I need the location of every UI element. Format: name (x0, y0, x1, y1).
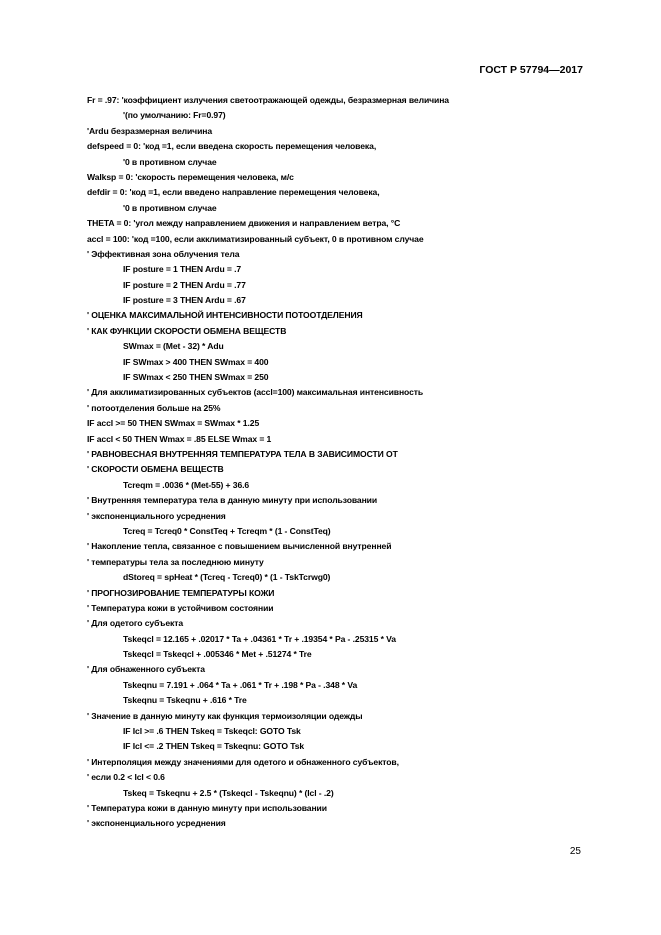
code-line: ' РАВНОВЕСНАЯ ВНУТРЕННЯЯ ТЕМПЕРАТУРА ТЕЛА В ЗАВИСИМОСТИ ОТ (87, 448, 398, 459)
code-line: ' температуры тела за последнюю минуту (87, 556, 264, 567)
code-line: 'Ardu безразмерная величина (87, 125, 213, 136)
code-line: SWmax = (Met - 32) * Adu (123, 341, 224, 352)
code-line: IF posture = 3 THEN Ardu = .67 (123, 295, 246, 306)
code-listing (87, 93, 587, 832)
code-line: IF Icl <= .2 THEN Tskeq = Tskeqnu: GOTO Tsk (123, 741, 305, 752)
code-line: IF Icl >= .6 THEN Tskeq = Tskeqcl: GOTO Tsk (123, 726, 301, 737)
code-line: Tcreq = Tcreq0 * ConstTeq + Tcreqm * (1 - ConstTeq) (123, 525, 331, 536)
code-line: IF posture = 2 THEN Ardu = .77 (123, 279, 246, 290)
code-line: ' экспоненциального усреднения (87, 818, 226, 829)
code-line: ' Значение в данную минуту как функция термоизоляции одежды (87, 710, 363, 721)
code-line: Tskeqcl = 12.165 + .02017 * Ta + .04361 * Tr + .19354 * Pa - .25315 * Va (123, 633, 396, 644)
code-line: ' потоотделения больше на 25% (87, 402, 221, 413)
code-line: ' Для одетого субъекта (87, 618, 184, 629)
page-number: 25 (569, 846, 581, 857)
code-line: IF posture = 1 THEN Ardu = .7 (123, 264, 242, 275)
code-line: ' Для акклиматизированных субъектов (accl=100) максимальная интенсивность (87, 387, 424, 398)
code-line: ' экспоненциального усреднения (87, 510, 226, 521)
code-line: ' Эффективная зона облучения тела (87, 248, 240, 259)
code-line: IF accl >= 50 THEN SWmax = SWmax * 1.25 (87, 418, 260, 429)
code-line: '(по умолчанию: Fr=0.97) (123, 110, 226, 121)
code-line: ' Накопление тепла, связанное с повышением вычисленной внутренней (87, 541, 392, 552)
code-line: IF SWmax < 250 THEN SWmax = 250 (123, 372, 269, 383)
code-line: defspeed = 0: 'код =1, если введена скорость перемещения человека, (87, 141, 377, 152)
code-line: ' Внутренняя температура тела в данную минуту при использовании (87, 495, 378, 506)
code-line: IF accl < 50 THEN Wmax = .85 ELSE Wmax = 1 (87, 433, 272, 444)
code-line: ' КАК ФУНКЦИИ СКОРОСТИ ОБМЕНА ВЕЩЕСТВ (87, 325, 287, 336)
code-line: THETA = 0: 'угол между направлением движения и направлением ветра, °С (87, 218, 401, 229)
code-line: Walksp = 0: 'скорость перемещения человека, м/с (87, 171, 294, 182)
page-footer (570, 846, 581, 857)
code-line: '0 в противном случае (123, 202, 217, 213)
code-line: Tskeqnu = Tskeqnu + .616 * Tre (123, 695, 247, 706)
code-line: dStoreq = spHeat * (Tcreq - Tcreq0) * (1 - TskTcrwg0) (123, 572, 331, 583)
code-line: ' Температура кожи в устойчивом состоянии (87, 602, 274, 613)
code-line: accl = 100: 'код =100, если акклиматизированный субъект, 0 в противном случае (87, 233, 424, 244)
code-line: ' ПРОГНОЗИРОВАНИЕ ТЕМПЕРАТУРЫ КОЖИ (87, 587, 275, 598)
code-line: ' Температура кожи в данную минуту при использовании (87, 802, 327, 813)
code-line: Tskeqcl = Tskeqcl + .005346 * Met + .51274 * Tre (123, 649, 312, 660)
code-line: ' ОЦЕНКА МАКСИМАЛЬНОЙ ИНТЕНСИВНОСТИ ПОТООТДЕЛЕНИЯ (87, 310, 363, 321)
code-line: defdir = 0: 'код =1, если введено направление перемещения человека, (87, 187, 380, 198)
document-header (479, 64, 583, 76)
code-line: ' Для обнаженного субъекта (87, 664, 205, 675)
code-line: Tskeqnu = 7.191 + .064 * Ta + .061 * Tr + .198 * Pa - .348 * Va (123, 679, 358, 690)
code-line: ' Интерполяция между значениями для одетого и обнаженного субъектов, (87, 756, 399, 767)
standard-number: ГОСТ Р 57794—2017 (479, 64, 583, 76)
code-line: Tskeq = Tskeqnu + 2.5 * (Tskeqcl - Tskeqnu) * (Icl - .2) (123, 787, 334, 798)
code-line: ' СКОРОСТИ ОБМЕНА ВЕЩЕСТВ (87, 464, 224, 475)
code-line: IF SWmax > 400 THEN SWmax = 400 (123, 356, 269, 367)
code-line: Tcreqm = .0036 * (Met-55) + 36.6 (123, 479, 250, 490)
code-line: Fr = .97: 'коэффициент излучения светоотражающей одежды, безразмерная величина (87, 95, 449, 105)
code-line: '0 в противном случае (123, 156, 217, 167)
code-line: ' если 0.2 < Icl < 0.6 (87, 772, 165, 783)
